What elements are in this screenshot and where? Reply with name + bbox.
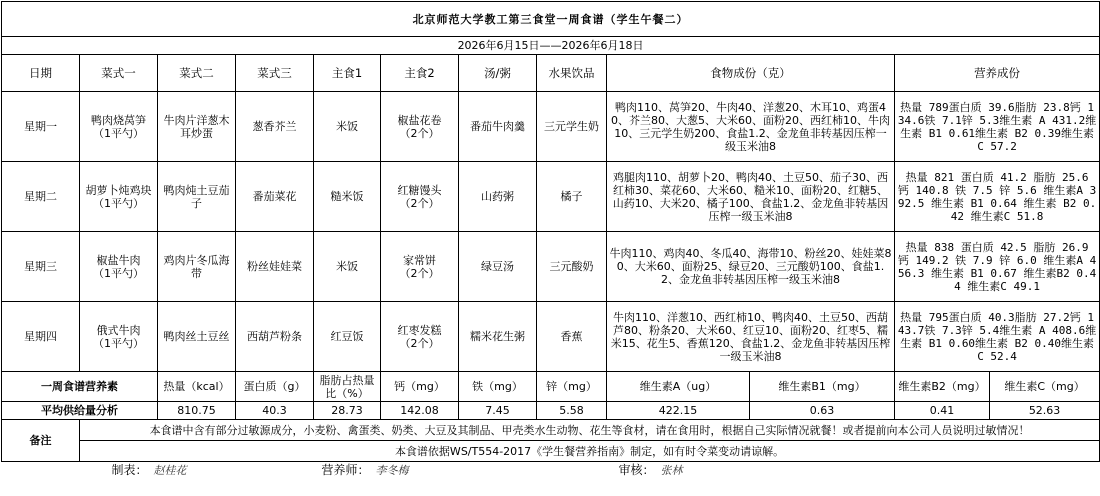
dish1-cell: 俄式牛肉 （1平勺） xyxy=(80,302,158,372)
header-row xyxy=(2,55,1100,92)
header-soup: 汤/粥 xyxy=(459,55,537,92)
day-row xyxy=(2,232,1100,302)
day-row xyxy=(2,162,1100,232)
maker-block xyxy=(2,462,314,480)
weekly-nutrient-header-row xyxy=(2,372,1100,402)
weekly-header-vitamin-c: 维生素C（mg） xyxy=(990,372,1100,402)
header-staple1: 主食1 xyxy=(314,55,381,92)
dish3-cell: 粉丝娃娃菜 xyxy=(236,232,314,302)
nutrition-cell: 热量 821 蛋白质 41.2 脂肪 25.6 钙 140.8 铁 7.5 锌 5.6 维生素A 392.5 维生素 B1 0.64 维生素 B2 0.42 维生素C 51.8 xyxy=(895,162,1100,232)
maker-label: 制表： xyxy=(111,463,148,477)
weekly-header-vitamin-b2: 维生素B2（mg） xyxy=(895,372,990,402)
average-energy: 810.75 xyxy=(158,402,236,420)
page-title: 北京师范大学教工第三食堂一周食谱（学生午餐二） xyxy=(2,2,1100,37)
average-label: 平均供给量分析 xyxy=(2,402,158,420)
average-protein: 40.3 xyxy=(236,402,314,420)
reviewer-signature: 张林 xyxy=(660,464,683,477)
nutritionist-block xyxy=(314,462,607,480)
header-dish1: 菜式一 xyxy=(80,55,158,92)
ingredients-cell: 鸡腿肉110、胡萝卜20、鸭肉40、土豆50、茄子30、西红柿30、菜花60、大米60、糙米10、面粉20、红糖5、山药10、大米20、橘子100、食盐1.2、金龙鱼非转基因压榨一级玉米油8 xyxy=(607,162,895,232)
day-label: 星期二 xyxy=(2,162,80,232)
reviewer-block xyxy=(607,462,1100,480)
weekly-header-calcium: 钙（mg） xyxy=(381,372,459,402)
header-date: 日期 xyxy=(2,55,80,92)
nutritionist-signature: 李冬梅 xyxy=(375,464,409,477)
day-row xyxy=(2,302,1100,372)
day-row xyxy=(2,92,1100,162)
average-vitamin-c: 52.63 xyxy=(990,402,1100,420)
notes-row xyxy=(2,420,1100,441)
average-fat-ratio: 28.73 xyxy=(314,402,381,420)
weekly-header-protein: 蛋白质（g） xyxy=(236,372,314,402)
nutrition-cell: 热量 789蛋白质 39.6脂肪 23.8钙 134.6铁 7.1锌 5.3维生素 A 431.2维生素 B1 0.61维生素 B2 0.39维生素 C 57.2 xyxy=(895,92,1100,162)
staple1-cell: 糙米饭 xyxy=(314,162,381,232)
header-ingredients: 食物成份（克） xyxy=(607,55,895,92)
staple2-cell: 红枣发糕 （2个） xyxy=(381,302,459,372)
staple1-cell: 米饭 xyxy=(314,92,381,162)
dish2-cell: 牛肉片洋葱木耳炒蛋 xyxy=(158,92,236,162)
dish1-cell: 鸭肉烧莴笋 （1平勺） xyxy=(80,92,158,162)
ingredients-cell: 牛肉110、鸡肉40、冬瓜40、海带10、粉丝20、娃娃菜80、大米60、面粉25、绿豆20、三元酸奶100、食盐1.2、金龙鱼非转基因压榨一级玉米油8 xyxy=(607,232,895,302)
soup-cell: 山药粥 xyxy=(459,162,537,232)
guideline-note: 本食谱依据WS/T554-2017《学生餐营养指南》制定，如有时令菜变动请谅解。 xyxy=(80,441,1100,462)
fruit-cell: 三元酸奶 xyxy=(537,232,607,302)
header-staple2: 主食2 xyxy=(381,55,459,92)
staple1-cell: 红豆饭 xyxy=(314,302,381,372)
dish2-cell: 鸭肉丝土豆丝 xyxy=(158,302,236,372)
average-vitamin-b1: 0.63 xyxy=(750,402,895,420)
signature-row xyxy=(2,462,1100,480)
average-iron: 7.45 xyxy=(459,402,537,420)
notes-label: 备注 xyxy=(2,420,80,462)
fruit-cell: 三元学生奶 xyxy=(537,92,607,162)
dish3-cell: 番茄菜花 xyxy=(236,162,314,232)
dish2-cell: 鸭肉炖土豆茄子 xyxy=(158,162,236,232)
weekly-header-iron: 铁（mg） xyxy=(459,372,537,402)
header-fruit: 水果饮品 xyxy=(537,55,607,92)
staple1-cell: 米饭 xyxy=(314,232,381,302)
staple2-cell: 红糖馒头 （2个） xyxy=(381,162,459,232)
average-row xyxy=(2,402,1100,420)
average-calcium: 142.08 xyxy=(381,402,459,420)
date-range: 2026年6月15日——2026年6月18日 xyxy=(2,37,1100,55)
header-nutrition: 营养成份 xyxy=(895,55,1100,92)
ingredients-cell: 牛肉110、洋葱10、西红柿10、鸭肉40、土豆50、西葫芦80、粉条20、大米60、红豆10、面粉20、红枣5、糯米15、花生5、香蕉120、食盐1.2、金龙鱼非转基因压榨一级玉米油8 xyxy=(607,302,895,372)
day-label: 星期三 xyxy=(2,232,80,302)
header-dish3: 菜式三 xyxy=(236,55,314,92)
notes-row-2 xyxy=(2,441,1100,462)
dish1-cell: 椒盐牛肉 （1平勺） xyxy=(80,232,158,302)
reviewer-label: 审核： xyxy=(618,463,655,477)
average-vitamin-b2: 0.41 xyxy=(895,402,990,420)
weekly-header-vitamin-b1: 维生素B1（mg） xyxy=(750,372,895,402)
dish3-cell: 西葫芦粉条 xyxy=(236,302,314,372)
dish2-cell: 鸡肉片冬瓜海带 xyxy=(158,232,236,302)
weekly-header-vitamin-a: 维生素A（ug） xyxy=(607,372,750,402)
weekly-header-zinc: 锌（mg） xyxy=(537,372,607,402)
soup-cell: 绿豆汤 xyxy=(459,232,537,302)
header-dish2: 菜式二 xyxy=(158,55,236,92)
day-label: 星期一 xyxy=(2,92,80,162)
dish3-cell: 葱香芥兰 xyxy=(236,92,314,162)
soup-cell: 糯米花生粥 xyxy=(459,302,537,372)
weekly-header-fat-ratio: 脂肪占热量比（%） xyxy=(314,372,381,402)
nutritionist-label: 营养师： xyxy=(321,463,370,477)
nutrition-cell: 热量 795蛋白质 40.3脂肪 27.2钙 143.7铁 7.3锌 5.4维生素 A 408.6维生素 B1 0.60维生素 B2 0.40维生素 C 52.4 xyxy=(895,302,1100,372)
average-vitamin-a: 422.15 xyxy=(607,402,750,420)
nutrition-cell: 热量 838 蛋白质 42.5 脂肪 26.9 钙 149.2 铁 7.9 锌 6.0 维生素A 456.3 维生素 B1 0.67 维生素B2 0.44 维生素C 49.1 xyxy=(895,232,1100,302)
menu-sheet xyxy=(1,1,1100,479)
staple2-cell: 家常饼 （2个） xyxy=(381,232,459,302)
staple2-cell: 椒盐花卷 （2个） xyxy=(381,92,459,162)
fruit-cell: 香蕉 xyxy=(537,302,607,372)
dish1-cell: 胡萝卜炖鸡块 （1平勺） xyxy=(80,162,158,232)
soup-cell: 番茄牛肉羹 xyxy=(459,92,537,162)
allergen-note: 本食谱中含有部分过敏源成分，小麦粉、禽蛋类、奶类、大豆及其制品、甲壳类水生动物、花生等食材，请在食用时，根据自己实际情况就餐！或者提前向本公司人员说明过敏情况！ xyxy=(80,420,1100,441)
weekly-header-energy: 热量（kcal） xyxy=(158,372,236,402)
day-label: 星期四 xyxy=(2,302,80,372)
ingredients-cell: 鸭肉110、莴笋20、牛肉40、洋葱20、木耳10、鸡蛋40、芥兰80、大葱5、大米60、面粉20、西红柿10、牛肉10、三元学生奶200、食盐1.2、金龙鱼非转基因压榨一级玉米油8 xyxy=(607,92,895,162)
fruit-cell: 橘子 xyxy=(537,162,607,232)
average-zinc: 5.58 xyxy=(537,402,607,420)
weekly-label: 一周食谱营养素 xyxy=(2,372,158,402)
maker-signature: 赵桂花 xyxy=(153,464,187,477)
